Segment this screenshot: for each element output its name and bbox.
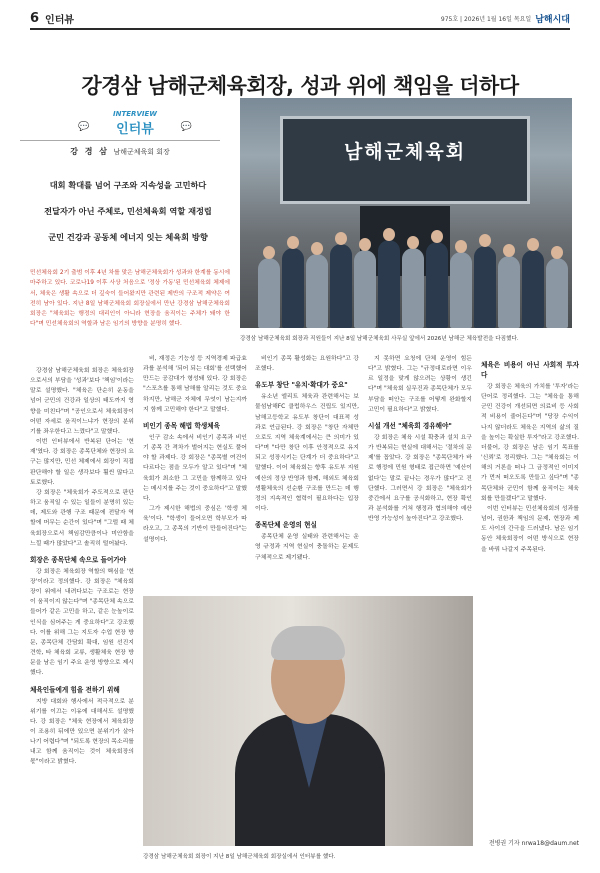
- interview-label-en: INTERVIEW: [113, 110, 157, 118]
- article-paragraph: 이번 인터뷰는 민선체육회의 성과를 넘어, 권한과 책임의 문제, 현장과 제도 사이의 간극을 드러냈다. 남은 임기 동안 체육회장이 어떤 방식으로 현장을 바꿔 나갈지 주목된다.: [481, 505, 579, 553]
- person: [498, 256, 520, 328]
- page-number: 6: [30, 10, 40, 26]
- article-column-3: [255, 354, 359, 592]
- portrait-caption: 강경삼 남해군체육회 회장이 지난 8일 남해군체육회 회장실에서 인터뷰를 했다.: [143, 854, 336, 860]
- subhead: 전달자가 아닌 주체로, 민선체육회 역할 재정립: [44, 206, 212, 216]
- subhead: 대회 확대를 넘어 구조와 지속성을 고민하다: [49, 180, 207, 190]
- portrait-hair: [271, 626, 345, 660]
- person: [522, 250, 544, 328]
- article-subheading: 종목단체 운영의 현실: [255, 521, 317, 530]
- article-column-2: [143, 354, 247, 592]
- article-paragraph: 비인기 종목 활성화는 요원하다"고 강조했다.: [255, 356, 359, 373]
- headline: 강경삼 남해군체육회장, 성과 위에 책임을 더하다: [81, 74, 519, 98]
- speech-bubble-icon: 💬: [180, 122, 192, 132]
- subheads: [28, 180, 228, 258]
- paper-logo: 남해시대: [535, 14, 570, 25]
- interviewee-name: 강 경 삼: [70, 147, 109, 156]
- article-subheading: 비인기 종목 해법 학생체육: [143, 421, 220, 430]
- article-paragraph: 강 회장은 "체육회가 주도적으로 판단하고 움직일 수 있는 일들이 분명히 있는데, 제도와 관행 구조 때문에 전달자 역할에 머무는 순간이 있다"며 "그럴 때 체육회장으로서 책임감만큼이나 미안함을 느낄 때가 많았다"고 솔직히 털어놨다.: [30, 489, 134, 547]
- building: [280, 116, 530, 204]
- interview-badge: [70, 110, 200, 137]
- person: [546, 258, 568, 328]
- person: [306, 254, 328, 328]
- article-subheading: 체육인들에게 힘을 전하기 위해: [30, 685, 120, 694]
- byline: 전병권 기자 nrwa18@daum.net: [488, 840, 579, 847]
- person: [450, 252, 472, 328]
- article-paragraph: 강 회장은 체육회장 역할의 핵심을 '현장'이라고 정의했다. 강 회장은 "체육회장이 위에서 내려다보는 구조로는 현장이 움직이지 않는다"며 "종목단체 속으로 들어가 같은 고민을 하고, 같은 눈높이로 인식을 심어주는 게 중요하다"고 강조했다. 이를 위해 그는 지도자 수업 현장 방문, 종목단체 간담회 확대, 임원 선진지 견학, 타 체육회 교류, 생활체육 현장 방문을 남은 임기 주요 운영 방향으로 제시했다.: [30, 568, 134, 677]
- interview-label-ko: 인터뷰: [116, 122, 154, 137]
- person: [354, 250, 376, 328]
- speech-bubble-icon: 💬: [78, 122, 90, 132]
- article-paragraph: 강 회장은 체육의 가치를 '투자'라는 단어로 정리했다. 그는 "체육을 통해 군민 건강이 개선되면 의료비 등 사회적 비용이 줄어든다"며 "당장 수익이 나지 않더라도 체육은 지역의 삶의 질을 높이는 확실한 투자"라고 강조했다. 더불어, 강 회장은 남은 임기 목표를 '신뢰'로 정리했다. 그는 "체육회는 이해의 거론을 떠나 그 금정적인 이미지가 먼저 떠오도록 만들고 싶다"며 "종목단체와 군민이 함께 움직이는 체육회를 만들겠다"고 말했다.: [481, 384, 579, 502]
- article-paragraph: 유소년 엘리트 체육과 관련해서는 보물섬남해FC 클럽하우스 건립도 있지만, 남해고등학교 유도부 창단이 대표적 성과로 언급된다. 강 회장은 "창단 자체만으로도 지역 체육계에서는 큰 의미가 있다"며 "다만 창단 이후 안정적으로 유지되고 성장시키는 단계가 더 중요하다"고 말했다. 이어 체육회는 향후 유도부 지원 예산의 정상 반영과 함께, 해외도 체육회 생활체육의 선순환 구조를 만드는 데 행정의 지속적인 협력이 필요하다는 입장이다.: [255, 394, 359, 513]
- article-subheading: 유도부 창단 "유치·확대가 중요": [255, 381, 348, 390]
- article-column-4: [368, 354, 472, 592]
- building-sign: 남해군체육회: [343, 141, 467, 163]
- article-column-1: [30, 366, 134, 866]
- article-column-5: [481, 354, 579, 866]
- article-paragraph: 인구 감소 속에서 비인기 종목과 비인기 종목 간 격차가 벌어지는 현실도 풀어야 할 과제다. 강 회장은 "종목별 여건이 다르다는 점을 모두가 알고 있다"며 "체육회가 최소한 그 고민을 함께하고 있다는 메시지를 주는 것이 중요하다"고 말했다.: [143, 434, 247, 502]
- article-paragraph: 종목단체 운영 실태와 관련해서는 운영 규정과 지역 현실이 충돌하는 문제도 구체적으로 제기됐다.: [255, 534, 359, 561]
- article-subheading: 회장은 종목단체 속으로 들어가야: [30, 555, 127, 564]
- section-name: 인터뷰: [45, 14, 75, 26]
- issue-info: 975호 | 2026년 1월 16일 목요일: [440, 15, 532, 23]
- person: [330, 244, 352, 328]
- article-paragraph: 지 못하면 요청에 단체 운영이 힘든다"고 밝혔다. 그는 "규정대로라면 이우르 일정을 맞게 않으려는 상황이 생긴다"며 "체육회 실무진과 종목단체가 모두 부담을 떠안는 구조를 어떻게 완화할지 고민이 필요하다"고 밝혔다.: [368, 356, 472, 413]
- article-subheading: 시설 개선 "체육회 경유해야": [368, 421, 452, 430]
- article-paragraph: 비, 재정은 기능성 등 지역경제 파급효과를 분석해 '되어 되는 대회'를 선택했어 만드는 공감대가 형성돼 있다. 강 회장은 "스포츠를 통해 남해를 알리는 것도 중요하지만, 남해군 자체에 무엇이 남는지까지 함께 고민해야 한다"고 말했다.: [143, 356, 247, 413]
- person: [474, 246, 496, 328]
- interviewee-info: [20, 140, 220, 157]
- intro-paragraph: 민선체육회 2기 출범 이후 4년 차를 맞은 남해군체육회가 성과와 한계를 동시에 마주하고 있다. 코로나19 이후 사상 처음으로 '정상 가동'된 민선체육회 체제에서, 체육은 생활 속으로 더 깊숙이 들어왔지만 관련된 제반의 구조적 제약은 여전히 남아 있다. 지난 8일 남해군체육회 회장실에서 만난 강경삼 남해군체육회 회장은 "체육회는 행정의 대리인이 아니라 현장을 움직이는 주체가 돼야 한다"며 민선체육회의 역할과 남은 임기의 방향을 분명히 했다.: [30, 270, 230, 328]
- article-paragraph: 이번 인터뷰에서 반복된 단어는 '현재'였다. 강 회장은 종목단체와 현장의 요구는 많지만, 민선 체제에서 회장이 직접 판단해야 할 일은 생각보다 훨씬 많다고 토로했다.: [30, 439, 134, 486]
- person: [378, 240, 400, 328]
- article-paragraph: 강경삼 남해군체육회 회장은 체육회장으로서의 부담을 '성과'보다 '책임'이라는 말로 설명했다. "체육은 단순히 운동을 넘어 군민의 건강과 일상의 태도까지 영향을 미친다"며 "공인으로서 체육회장이 어떤 자세로 움직이느냐가 현장의 분위기를 좌우한다고 느꼈다"고 말했다.: [30, 368, 134, 435]
- page-header: [30, 8, 570, 30]
- interviewee-title: 남해군체육회 회장: [113, 148, 170, 156]
- portrait-photo: [143, 596, 473, 846]
- article-paragraph: 그가 제시한 해법의 중심은 '학생 체육'이다. "학생이 들어오면 학부모가 따라오고, 그 종목의 기반이 만들어진다"는 설명이다.: [143, 506, 247, 543]
- article-subheading: 체육은 비용이 아닌 사회적 투자다: [481, 361, 579, 379]
- person: [258, 258, 280, 328]
- article-paragraph: 강 회장은 체육 시설 확충과 설치 요구가 반복되는 현실에 대해서는 '절차의 문제'를 꼽았다. 강 회장은 "종목단체가 바로 행정에 민원 형태로 접근하면 '예산이 없다'는 말로 끝나는 경우가 많다"고 진단했다. 그러면서 강 회장은 "체육회가 중간에서 요구를 공식화하고, 현장 확인과 분석화를 거쳐 행정과 협의해야 예산 반영 가능성이 높아진다"고 강조했다.: [368, 434, 472, 523]
- person: [402, 248, 424, 328]
- person: [282, 248, 304, 328]
- subhead: 군민 건강과 공동체 에너지 잇는 체육회 방향: [48, 232, 208, 242]
- article-paragraph: 지방 대회와 행사에서 적극적으로 분위기를 이끄는 이유에 대해서도 설명했다. 강 회장은 "체육 현장에서 체육회장이 조용히 뒤에만 있으면 분위기가 살아나기 어렵다"며 "되도록 현장의 목소리를 내고 함께 움직이는 것이 체육회장의 몫"이라고 밝혔다.: [30, 698, 134, 766]
- person: [426, 242, 448, 328]
- group-photo: [240, 98, 572, 328]
- photo-caption: 강경삼 남해군체육회 회장과 직원들이 지난 8일 남해군체육회 사무실 앞에서 2026년 남해군 체육발전을 다짐했다.: [240, 336, 519, 342]
